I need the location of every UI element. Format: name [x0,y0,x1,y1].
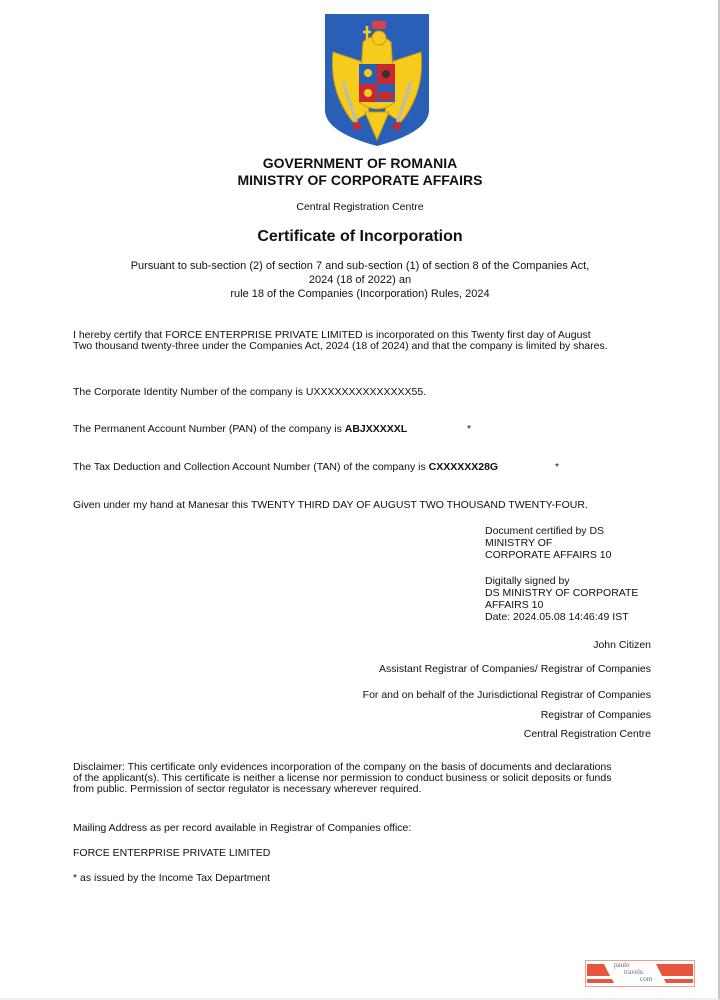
pursuant-line-1: Pursuant to sub-section (2) of section 7 and sub-section (1) of section 8 of the Companies Act, [130,260,590,272]
registrar-behalf: For and on behalf of the Jurisdictional Registrar of Companies [362,689,651,701]
pursuant-line-2: 2024 (18 of 2022) an [308,274,412,286]
certified-line-1: Document certified by DS [485,525,605,537]
pan-footnote-mark: * [467,423,472,435]
disclaimer-line-1: Disclaimer: This certificate only evidences incorporation of the company on the basis of documents and declarations [73,761,612,773]
tan-footnote-mark: * [555,461,560,473]
signed-line-2: DS MINISTRY OF CORPORATE [485,587,639,599]
cin-statement: The Corporate Identity Number of the company is UXXXXXXXXXXXXXX55. [73,386,427,398]
disclaimer-line-2: of the applicant(s). This certificate is neither a license nor permission to conduct business or solicit deposits or funds [73,772,612,784]
registrar-office-1: Registrar of Companies [540,709,651,721]
office-name: Central Registration Centre [296,201,424,213]
certificate-title: Certificate of Incorporation [257,228,463,245]
pan-value: ABJXXXXXL [344,423,408,435]
government-heading: GOVERNMENT OF ROMANIA [262,155,458,171]
footnote: * as issued by the Income Tax Department [73,872,271,884]
pan-statement [73,424,407,436]
registrar-name: John Citizen [593,639,651,651]
certified-line-2: MINISTRY OF [485,537,553,549]
watermark-line-3: com [640,975,653,983]
given-statement: Given under my hand at Manesar this TWENTY THIRD DAY OF AUGUST TWO THOUSAND TWENTY-FOUR. [73,499,588,511]
tan-value: CXXXXXX28G [428,461,499,473]
watermark-line-2: travels. [624,968,645,976]
ministry-heading: MINISTRY OF CORPORATE AFFAIRS [237,172,483,188]
certify-line-2: Two thousand twenty-three under the Companies Act, 2024 (18 of 2024) and that the company is limited by shares. [73,340,608,352]
tan-statement [73,462,498,474]
registrar-role: Assistant Registrar of Companies/ Registrar of Companies [379,663,651,675]
coat-of-arms-icon [323,12,431,148]
signed-line-3: AFFAIRS 10 [485,599,544,611]
signed-line-1: Digitally signed by [485,575,570,587]
watermark-logo [585,960,695,987]
certified-line-3: CORPORATE AFFAIRS 10 [485,549,612,561]
mailing-company-name: FORCE ENTERPRISE PRIVATE LIMITED [73,847,271,859]
mailing-address-label: Mailing Address as per record available in Registrar of Companies office: [73,822,412,834]
pursuant-line-3: rule 18 of the Companies (Incorporation) Rules, 2024 [230,288,490,300]
disclaimer-line-3: from public. Permission of sector regulator is necessary wherever required. [73,783,422,795]
tan-label: The Tax Deduction and Collection Account Number (TAN) of the company is [73,461,429,473]
watermark-line-1: paulo [614,961,630,969]
certify-line-1: I hereby certify that FORCE ENTERPRISE PRIVATE LIMITED is incorporated on this Twenty first day of August [73,329,591,341]
pan-label: The Permanent Account Number (PAN) of the company is [73,423,345,435]
signature-date: Date: 2024.05.08 14:46:49 IST [485,611,629,623]
registrar-office-2: Central Registration Centre [523,728,651,740]
